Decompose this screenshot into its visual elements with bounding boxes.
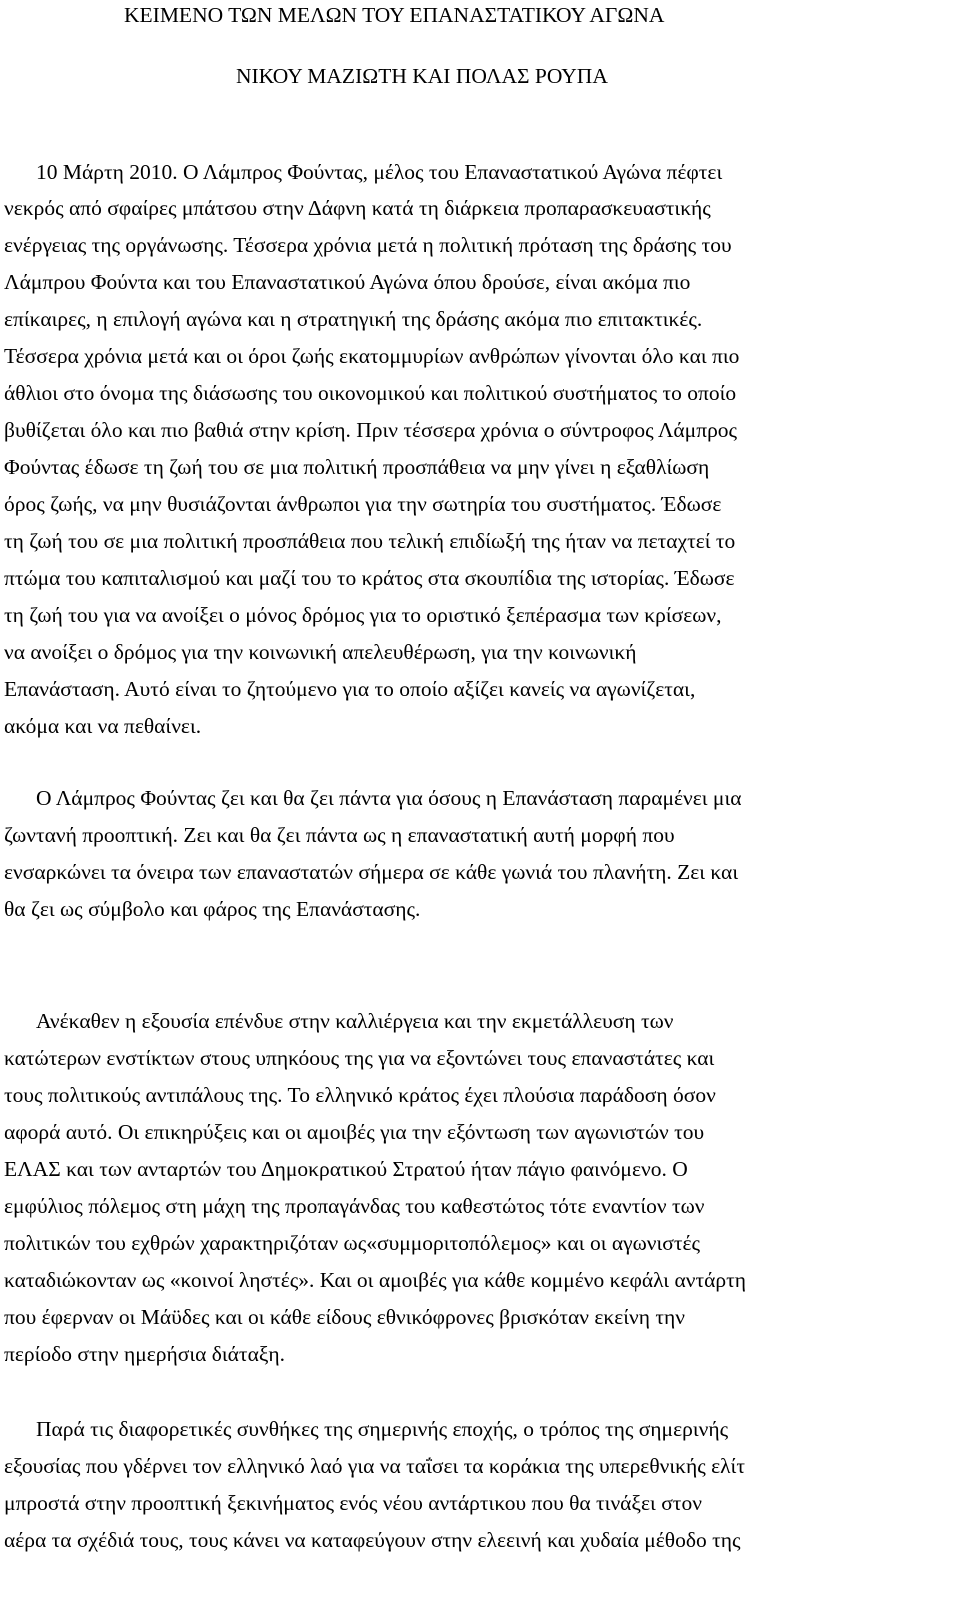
paragraph-line: πολιτικών του εχθρών χαρακτηριζόταν ως«συμμοριτοπόλεμος» και οι αγωνιστές [4,1231,701,1255]
paragraph-line: Φούντας έδωσε τη ζωή του σε μια πολιτική προσπάθεια να μην γίνει η εξαθλίωση [4,455,710,479]
paragraph-line: τους πολιτικούς αντιπάλους της. Το ελληνικό κράτος έχει πλούσια παράδοση όσον [4,1083,716,1107]
paragraph-line: πτώμα του καπιταλισμού και μαζί του το κράτος στα σκουπίδια της ιστορίας. Έδωσε [4,566,735,590]
paragraph-line: εμφύλιος πόλεμος στη μάχη της προπαγάνδας του καθεστώτος τότε εναντίον των [4,1194,705,1218]
paragraph-line: που έφερναν οι Μάϋδες και οι κάθε είδους εθνικόφρονες βρισκόταν εκείνη την [4,1305,685,1329]
document-title-line-2: ΝΙΚΟΥ ΜΑΖΙΩΤΗ ΚΑΙ ΠΟΛΑΣ ΡΟΥΠΑ [236,64,608,88]
paragraph-line: Τέσσερα χρόνια μετά και οι όροι ζωής εκατομμυρίων ανθρώπων γίνονται όλο και πιο [4,344,740,368]
paragraph-line: ζωντανή προοπτική. Ζει και θα ζει πάντα ως η επαναστατική αυτή μορφή που [4,823,675,847]
paragraph-line: κατώτερων ενστίκτων στους υπηκόους της για να εξοντώνει τους επαναστάτες και [4,1046,715,1070]
paragraph-line: όρος ζωής, να μην θυσιάζονται άνθρωποι για την σωτηρία του συστήματος. Έδωσε [4,492,722,516]
paragraph-line: θα ζει ως σύμβολο και φάρος της Επανάστασης. [4,897,421,921]
paragraph-line: βυθίζεται όλο και πιο βαθιά στην κρίση. Πριν τέσσερα χρόνια ο σύντροφος Λάμπρος [4,418,738,442]
paragraph-line: μπροστά στην προοπτική ξεκινήματος ενός νέου αντάρτικου που θα τινάξει στον [4,1491,702,1515]
paragraph-line: τη ζωή του σε μια πολιτική προσπάθεια που τελική επιδίωξή της ήταν να πεταχτεί το [4,529,736,553]
paragraph-line: τη ζωή του για να ανοίξει ο μόνος δρόμος για το οριστικό ξεπέρασμα των κρίσεων, [4,603,722,627]
paragraph-line: επίκαιρες, η επιλογή αγώνα και η στρατηγική της δράσης ακόμα πιο επιτακτικές. [4,307,703,331]
paragraph-line: ακόμα και να πεθαίνει. [4,714,202,738]
paragraph-line: ενσαρκώνει τα όνειρα των επαναστατών σήμερα σε κάθε γωνιά του πλανήτη. Ζει και [4,860,739,884]
paragraph-line: 10 Μάρτη 2010. Ο Λάμπρος Φούντας, μέλος του Επαναστατικού Αγώνα πέφτει [36,160,723,184]
paragraph-line: εξουσίας που γδέρνει τον ελληνικό λαό για να ταΐσει τα κοράκια της υπερεθνικής ελίτ [4,1454,745,1478]
paragraph-line: αφορά αυτό. Οι επικηρύξεις και οι αμοιβές για την εξόντωση των αγωνιστών του [4,1120,705,1144]
paragraph-line: Παρά τις διαφορετικές συνθήκες της σημερινής εποχής, ο τρόπος της σημερινής [36,1417,729,1441]
paragraph-line: αέρα τα σχέδιά τους, τους κάνει να καταφεύγουν στην ελεεινή και χυδαία μέθοδο της [4,1528,741,1552]
document-title-line-1: ΚΕΙΜΕΝΟ ΤΩΝ ΜΕΛΩΝ ΤΟΥ ΕΠΑΝΑΣΤΑΤΙΚΟΥ ΑΓΩΝΑ [124,3,665,27]
paragraph-line: ενέργειας της οργάνωσης. Τέσσερα χρόνια μετά η πολιτική πρόταση της δράσης του [4,233,732,257]
paragraph-line: να ανοίξει ο δρόμος για την κοινωνική απελευθέρωση, για την κοινωνική [4,640,637,664]
paragraph-line: νεκρός από σφαίρες μπάτσου στην Δάφνη κατά τη διάρκεια προπαρασκευαστικής [4,196,711,220]
paragraph-line: ΕΛΑΣ και των ανταρτών του Δημοκρατικού Στρατού ήταν πάγιο φαινόμενο. Ο [4,1157,688,1181]
paragraph-line: Ο Λάμπρος Φούντας ζει και θα ζει πάντα για όσους η Επανάσταση παραμένει μια [36,786,742,810]
paragraph-line: περίοδο στην ημερήσια διάταξη. [4,1342,286,1366]
paragraph-line: καταδιώκονταν ως «κοινοί ληστές». Και οι αμοιβές για κάθε κομμένο κεφάλι αντάρτη [4,1268,746,1292]
paragraph-line: άθλιοι στο όνομα της διάσωσης του οικονομικού και πολιτικού συστήματος το οποίο [4,381,737,405]
paragraph-line: Λάμπρου Φούντα και του Επαναστατικού Αγώνα όπου δρούσε, είναι ακόμα πιο [4,270,691,294]
paragraph-line: Ανέκαθεν η εξουσία επένδυε στην καλλιέργεια και την εκμετάλλευση των [36,1009,674,1033]
paragraph-line: Επανάσταση. Αυτό είναι το ζητούμενο για το οποίο αξίζει κανείς να αγωνίζεται, [4,677,696,701]
